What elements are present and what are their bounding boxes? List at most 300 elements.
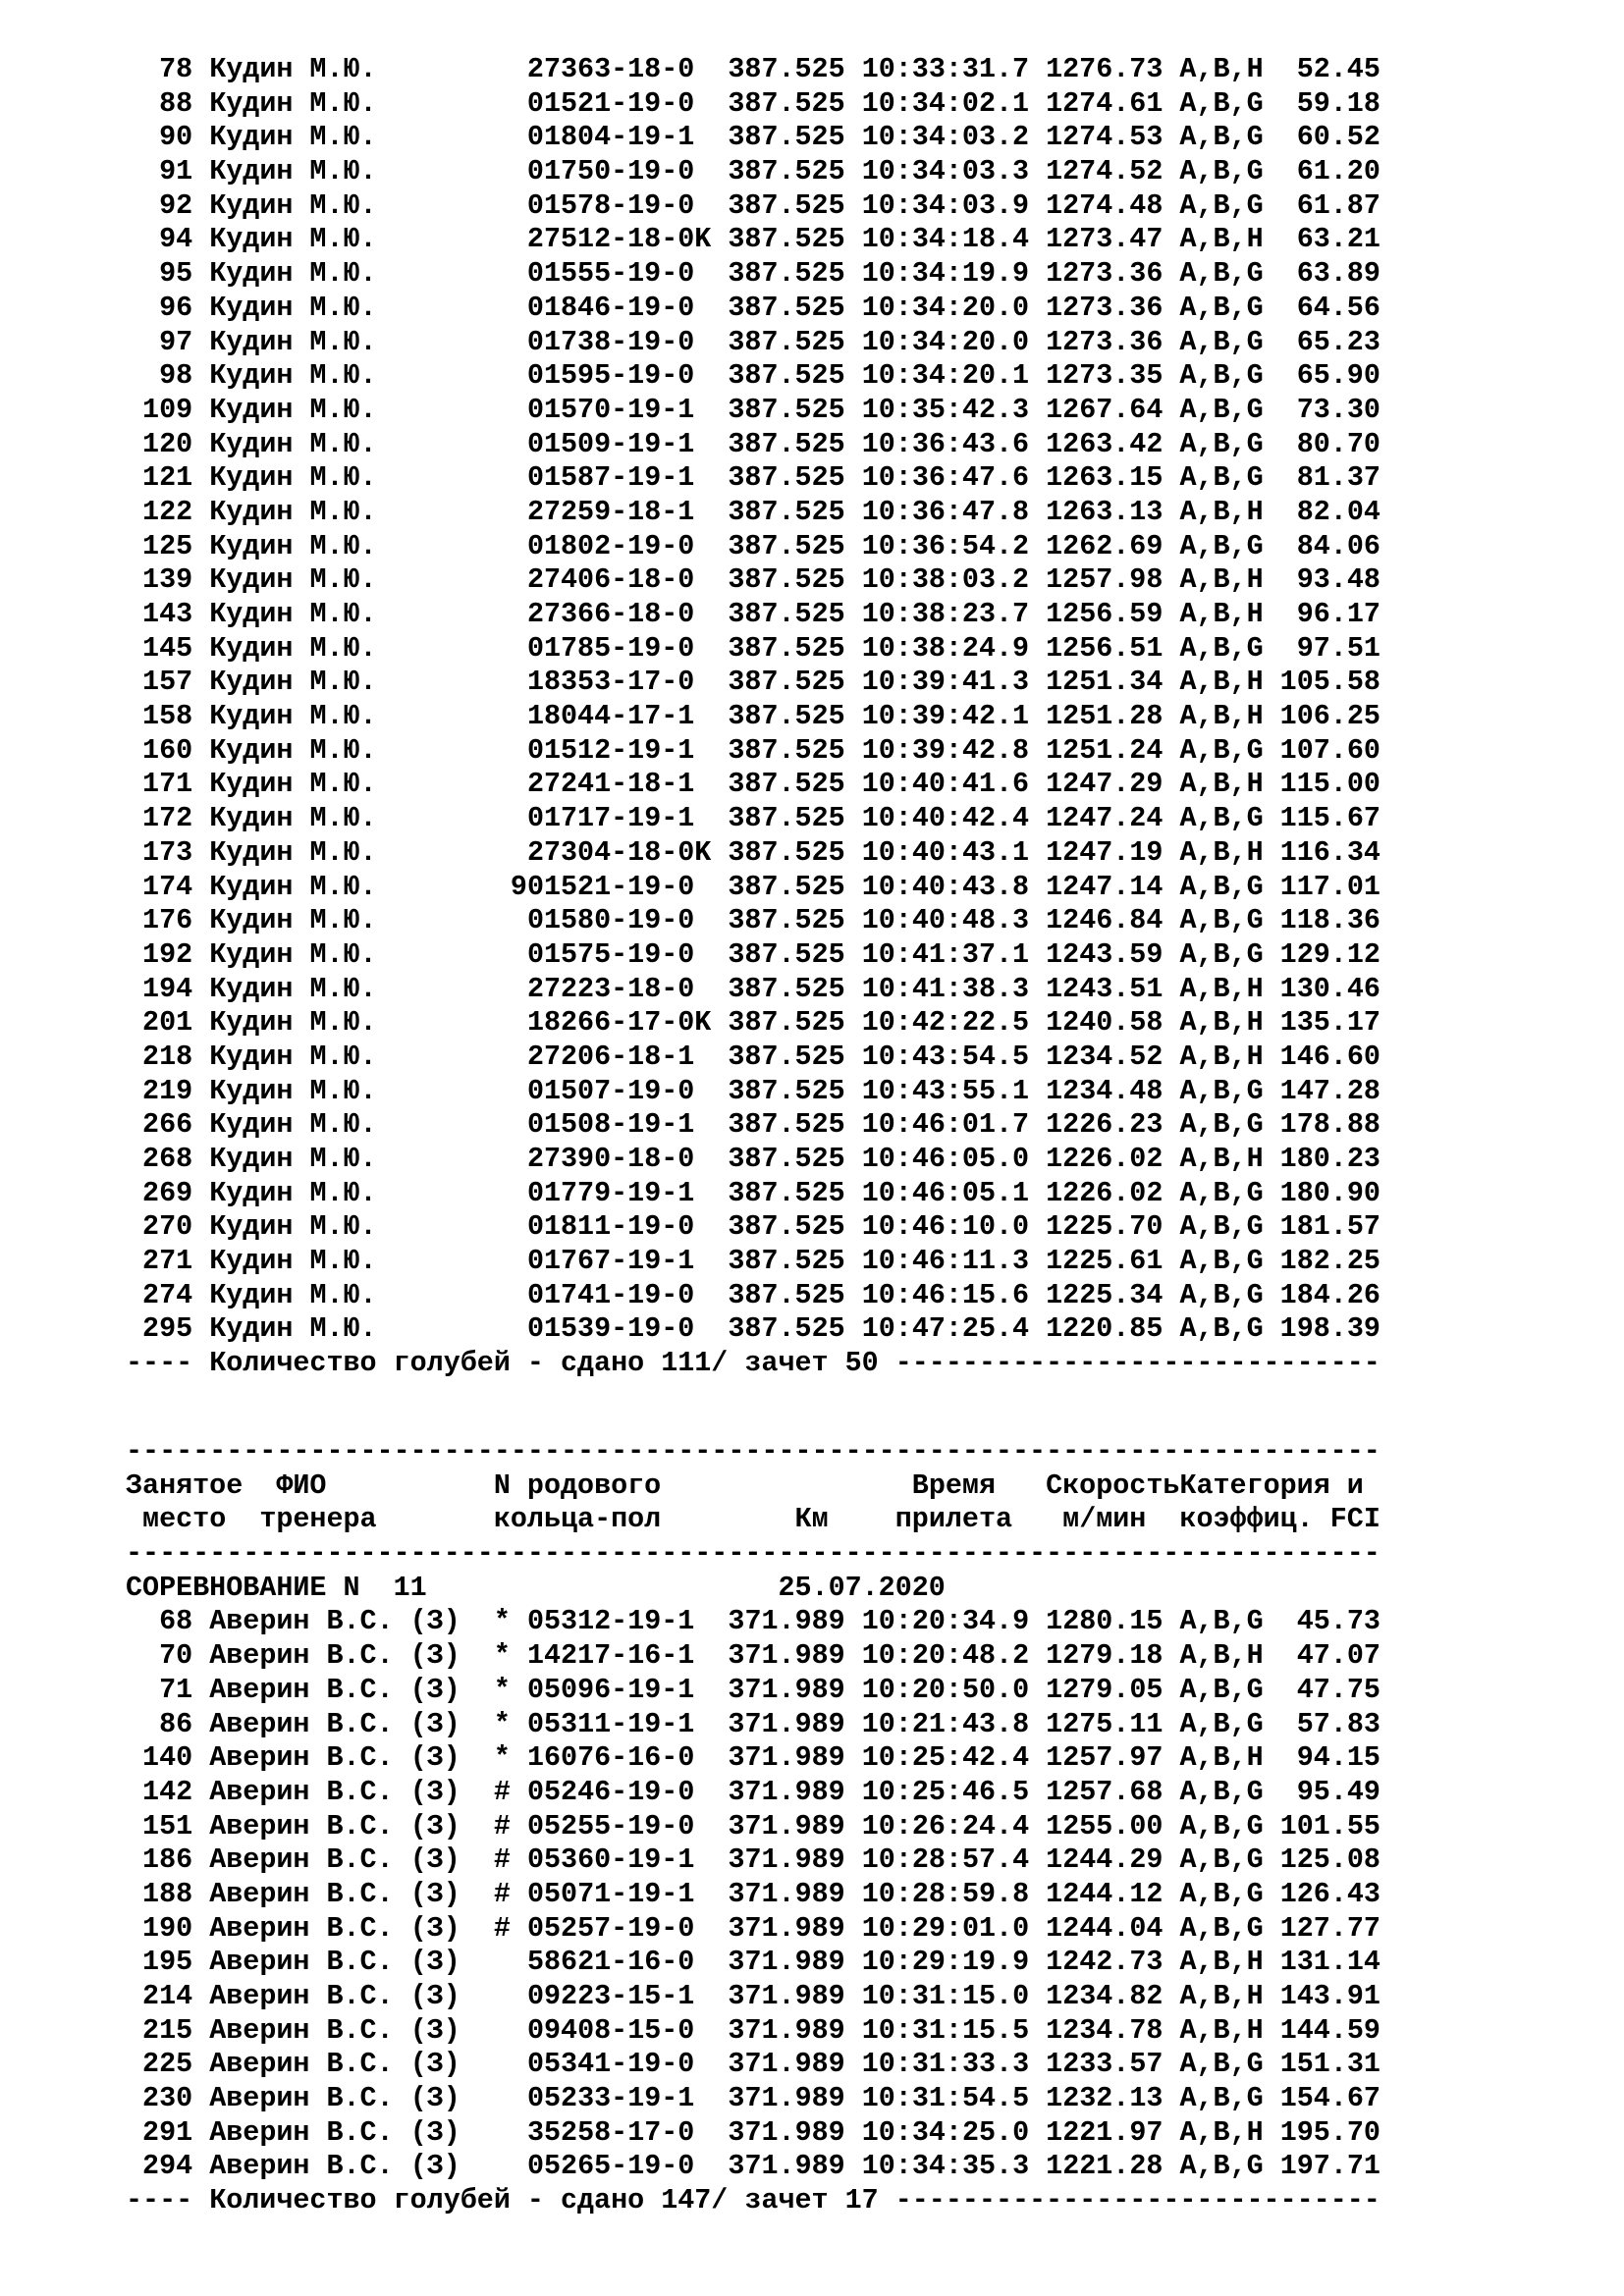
table-row xyxy=(126,700,1380,734)
coefficient-cell: 61.20 xyxy=(1296,155,1380,188)
place-cell: 140 xyxy=(142,1741,193,1775)
trainer-name-cell: Аверин В.С. xyxy=(209,2013,394,2047)
distance-cell: 387.525 xyxy=(728,427,845,460)
ring-cell: 58621-16-0 xyxy=(526,1946,695,1979)
coefficient-cell: 118.36 xyxy=(1279,904,1380,937)
trainer-name-cell: Кудин М.Ю. xyxy=(209,1143,377,1175)
distance-cell: 387.525 xyxy=(728,1143,845,1175)
trainer-name-cell: Кудин М.Ю. xyxy=(209,495,377,528)
distance-cell: 387.525 xyxy=(728,598,845,630)
mark-cell: # xyxy=(493,1911,511,1945)
ring-cell: 09223-15-1 xyxy=(526,1980,695,2012)
table-row xyxy=(126,223,1380,257)
speed-cell: 1273.47 xyxy=(1046,223,1164,256)
arrival-time-cell: 10:29:01.0 xyxy=(861,1911,1030,1945)
category-cell: A,B,G xyxy=(1179,1176,1264,1209)
category-cell: A,B,G xyxy=(1179,802,1264,835)
table-row xyxy=(126,1912,1380,1947)
category-cell: A,B,G xyxy=(1179,1210,1264,1244)
ring-cell: 01570-19-1 xyxy=(526,393,695,426)
trainer-name-cell: Кудин М.Ю. xyxy=(209,188,377,222)
distance-cell: 387.525 xyxy=(728,393,845,426)
arrival-time-cell: 10:34:03.2 xyxy=(861,121,1030,154)
speed-cell: 1279.05 xyxy=(1046,1673,1164,1706)
table-row xyxy=(126,257,1380,292)
divider: --------------------------------------------------------------------------- xyxy=(126,1435,1380,1468)
place-cell: 90 xyxy=(159,121,193,154)
category-cell: A,B,G xyxy=(1179,86,1264,120)
category-cell: A,B,G xyxy=(1179,188,1264,222)
place-cell: 122 xyxy=(142,495,193,528)
arrival-time-cell: 10:46:01.7 xyxy=(861,1108,1030,1142)
speed-cell: 1247.24 xyxy=(1046,802,1164,835)
trainer-name-cell: Кудин М.Ю. xyxy=(209,86,377,120)
distance-cell: 387.525 xyxy=(728,972,845,1005)
trainer-name-cell: Кудин М.Ю. xyxy=(209,598,377,630)
place-cell: 88 xyxy=(159,86,193,120)
arrival-time-cell: 10:43:54.5 xyxy=(861,1040,1030,1073)
arrival-time-cell: 10:47:25.4 xyxy=(861,1312,1030,1346)
coefficient-cell: 198.39 xyxy=(1279,1312,1380,1346)
ring-cell: 01587-19-1 xyxy=(526,461,695,495)
trainer-name-cell: Кудин М.Ю. xyxy=(209,53,377,85)
ring-cell: 01509-19-1 xyxy=(526,427,695,460)
table-row xyxy=(126,563,1380,598)
ring-cell: 901521-19-0 xyxy=(510,870,695,903)
region-cell: (З) xyxy=(409,1741,460,1775)
distance-cell: 387.525 xyxy=(728,461,845,495)
speed-cell: 1243.59 xyxy=(1046,937,1164,971)
table-row xyxy=(126,1843,1380,1878)
table-row xyxy=(126,1143,1380,1177)
category-cell: A,B,G xyxy=(1179,1605,1264,1638)
distance-cell: 387.525 xyxy=(728,529,845,562)
table-row xyxy=(126,2116,1380,2151)
place-cell: 92 xyxy=(159,188,193,222)
place-cell: 192 xyxy=(142,937,193,971)
distance-cell: 387.525 xyxy=(728,121,845,154)
coefficient-cell: 146.60 xyxy=(1279,1040,1380,1073)
ring-cell: 05233-19-1 xyxy=(526,2082,695,2115)
ring-cell: 01741-19-0 xyxy=(526,1278,695,1311)
ring-cell: 01779-19-1 xyxy=(526,1176,695,1209)
arrival-time-cell: 10:31:33.3 xyxy=(861,2048,1030,2081)
table-row xyxy=(126,1776,1380,1810)
table-row xyxy=(126,87,1380,122)
distance-cell: 371.989 xyxy=(728,1946,845,1979)
distance-cell: 387.525 xyxy=(728,937,845,971)
region-cell: (З) xyxy=(409,1843,460,1877)
category-cell: A,B,G xyxy=(1179,427,1264,460)
category-cell: A,B,G xyxy=(1179,257,1264,291)
category-cell: A,B,H xyxy=(1179,1741,1264,1775)
speed-cell: 1221.97 xyxy=(1046,2115,1164,2149)
coefficient-cell: 65.90 xyxy=(1296,359,1380,393)
ring-cell: 01802-19-0 xyxy=(526,529,695,562)
speed-cell: 1240.58 xyxy=(1046,1006,1164,1040)
distance-cell: 387.525 xyxy=(728,1176,845,1209)
distance-cell: 371.989 xyxy=(728,2150,845,2183)
table-row xyxy=(126,2014,1380,2049)
arrival-time-cell: 10:46:10.0 xyxy=(861,1210,1030,1244)
ring-cell: 14217-16-1 xyxy=(526,1639,695,1673)
mark-cell: * xyxy=(493,1673,511,1706)
trainer-name-cell: Кудин М.Ю. xyxy=(209,291,377,324)
mark-cell: # xyxy=(493,1843,511,1877)
table-row xyxy=(126,802,1380,836)
distance-cell: 371.989 xyxy=(728,2048,845,2081)
speed-cell: 1232.13 xyxy=(1046,2082,1164,2115)
arrival-time-cell: 10:36:47.8 xyxy=(861,495,1030,528)
place-cell: 78 xyxy=(159,53,193,85)
ring-cell: 01595-19-0 xyxy=(526,359,695,393)
distance-cell: 387.525 xyxy=(728,188,845,222)
place-cell: 158 xyxy=(142,700,193,733)
ring-cell: 27241-18-1 xyxy=(526,768,695,801)
category-cell: A,B,G xyxy=(1179,631,1264,665)
header-trainer: ФИО xyxy=(276,1468,327,1502)
table-row xyxy=(126,598,1380,632)
speed-cell: 1275.11 xyxy=(1046,1707,1164,1740)
trainer-name-cell: Кудин М.Ю. xyxy=(209,733,377,767)
coefficient-cell: 180.23 xyxy=(1279,1143,1380,1175)
trainer-name-cell: Аверин В.С. xyxy=(209,1639,394,1673)
coefficient-cell: 184.26 xyxy=(1279,1278,1380,1311)
distance-cell: 387.525 xyxy=(728,870,845,903)
speed-cell: 1234.78 xyxy=(1046,2013,1164,2047)
trainer-name-cell: Кудин М.Ю. xyxy=(209,835,377,869)
category-cell: A,B,H xyxy=(1179,1980,1264,2012)
category-cell: A,B,G xyxy=(1179,1911,1264,1945)
coefficient-cell: 94.15 xyxy=(1296,1741,1380,1775)
category-cell: A,B,G xyxy=(1179,1775,1264,1808)
trainer-name-cell: Кудин М.Ю. xyxy=(209,631,377,665)
trainer-name-cell: Кудин М.Ю. xyxy=(209,563,377,597)
arrival-time-cell: 10:34:19.9 xyxy=(861,257,1030,291)
arrival-time-cell: 10:40:48.3 xyxy=(861,904,1030,937)
place-cell: 71 xyxy=(159,1673,193,1706)
place-cell: 274 xyxy=(142,1278,193,1311)
distance-cell: 371.989 xyxy=(728,1877,845,1910)
coefficient-cell: 126.43 xyxy=(1279,1877,1380,1910)
ring-cell: 01846-19-0 xyxy=(526,291,695,324)
category-cell: A,B,G xyxy=(1179,1312,1264,1346)
place-cell: 190 xyxy=(142,1911,193,1945)
distance-cell: 371.989 xyxy=(728,1605,845,1638)
header-row xyxy=(126,1503,1380,1537)
distance-cell: 387.525 xyxy=(728,1074,845,1107)
speed-cell: 1246.84 xyxy=(1046,904,1164,937)
trainer-name-cell: Кудин М.Ю. xyxy=(209,1278,377,1311)
coefficient-cell: 178.88 xyxy=(1279,1108,1380,1142)
place-cell: 173 xyxy=(142,835,193,869)
place-cell: 269 xyxy=(142,1176,193,1209)
ring-cell: 05246-19-0 xyxy=(526,1775,695,1808)
trainer-name-cell: Кудин М.Ю. xyxy=(209,359,377,393)
coefficient-cell: 131.14 xyxy=(1279,1946,1380,1979)
distance-cell: 387.525 xyxy=(728,631,845,665)
table-row xyxy=(126,836,1380,871)
category-cell: A,B,G xyxy=(1179,733,1264,767)
arrival-time-cell: 10:36:54.2 xyxy=(861,529,1030,562)
header-speed: м/мин xyxy=(1062,1503,1147,1536)
ring-cell: 01717-19-1 xyxy=(526,802,695,835)
category-cell: A,B,G xyxy=(1179,121,1264,154)
speed-cell: 1263.15 xyxy=(1046,461,1164,495)
arrival-time-cell: 10:38:23.7 xyxy=(861,598,1030,630)
table-row xyxy=(126,1878,1380,1912)
coefficient-cell: 151.31 xyxy=(1279,2048,1380,2081)
trainer-name-cell: Кудин М.Ю. xyxy=(209,870,377,903)
speed-cell: 1242.73 xyxy=(1046,1946,1164,1979)
competition-date: 25.07.2020 xyxy=(778,1571,946,1604)
arrival-time-cell: 10:29:19.9 xyxy=(861,1946,1030,1979)
place-cell: 225 xyxy=(142,2048,193,2081)
speed-cell: 1234.48 xyxy=(1046,1074,1164,1107)
ring-cell: 01767-19-1 xyxy=(526,1245,695,1278)
table-row xyxy=(126,904,1380,938)
ring-cell: 01580-19-0 xyxy=(526,904,695,937)
ring-cell: 18353-17-0 xyxy=(526,666,695,699)
speed-cell: 1257.97 xyxy=(1046,1741,1164,1775)
arrival-time-cell: 10:21:43.8 xyxy=(861,1707,1030,1740)
region-cell: (З) xyxy=(409,1809,460,1842)
place-cell: 271 xyxy=(142,1245,193,1278)
arrival-time-cell: 10:38:03.2 xyxy=(861,563,1030,597)
header-speed: Скорость xyxy=(1046,1468,1180,1502)
speed-cell: 1225.34 xyxy=(1046,1278,1164,1311)
ring-cell: 01507-19-0 xyxy=(526,1074,695,1107)
coefficient-cell: 97.51 xyxy=(1296,631,1380,665)
place-cell: 160 xyxy=(142,733,193,767)
category-cell: A,B,G xyxy=(1179,1278,1264,1311)
distance-cell: 387.525 xyxy=(728,802,845,835)
distance-cell: 387.525 xyxy=(728,1108,845,1142)
category-cell: A,B,G xyxy=(1179,393,1264,426)
category-cell: A,B,G xyxy=(1179,1673,1264,1706)
trainer-name-cell: Кудин М.Ю. xyxy=(209,1040,377,1073)
ring-cell: 01512-19-1 xyxy=(526,733,695,767)
category-cell: A,B,H xyxy=(1179,2115,1264,2149)
arrival-time-cell: 10:40:43.1 xyxy=(861,835,1030,869)
arrival-time-cell: 10:36:43.6 xyxy=(861,427,1030,460)
place-cell: 91 xyxy=(159,155,193,188)
trainer-name-cell: Кудин М.Ю. xyxy=(209,904,377,937)
speed-cell: 1256.51 xyxy=(1046,631,1164,665)
table-row xyxy=(126,2048,1380,2082)
region-cell: (З) xyxy=(409,2013,460,2047)
place-cell: 291 xyxy=(142,2115,193,2149)
trainer-name-cell: Аверин В.С. xyxy=(209,1843,394,1877)
speed-cell: 1221.28 xyxy=(1046,2150,1164,2183)
arrival-time-cell: 10:28:57.4 xyxy=(861,1843,1030,1877)
ring-cell: 05360-19-1 xyxy=(526,1843,695,1877)
region-cell: (З) xyxy=(409,2082,460,2115)
speed-cell: 1234.52 xyxy=(1046,1040,1164,1073)
trainer-name-cell: Кудин М.Ю. xyxy=(209,1245,377,1278)
arrival-time-cell: 10:46:05.0 xyxy=(861,1143,1030,1175)
ring-cell: 27512-18-0K xyxy=(526,223,712,256)
coefficient-cell: 80.70 xyxy=(1296,427,1380,460)
arrival-time-cell: 10:42:22.5 xyxy=(861,1006,1030,1040)
category-cell: A,B,G xyxy=(1179,359,1264,393)
category-cell: A,B,H xyxy=(1179,1006,1264,1040)
place-cell: 97 xyxy=(159,325,193,358)
coefficient-cell: 57.83 xyxy=(1296,1707,1380,1740)
mark-cell: * xyxy=(493,1707,511,1740)
category-cell: A,B,G xyxy=(1179,2150,1264,2183)
place-cell: 294 xyxy=(142,2150,193,2183)
place-cell: 145 xyxy=(142,631,193,665)
speed-cell: 1274.52 xyxy=(1046,155,1164,188)
header-row xyxy=(126,1469,1380,1504)
ring-cell: 01738-19-0 xyxy=(526,325,695,358)
coefficient-cell: 45.73 xyxy=(1296,1605,1380,1638)
coefficient-cell: 154.67 xyxy=(1279,2082,1380,2115)
coefficient-cell: 81.37 xyxy=(1296,461,1380,495)
arrival-time-cell: 10:39:42.8 xyxy=(861,733,1030,767)
trainer-name-cell: Кудин М.Ю. xyxy=(209,1074,377,1107)
arrival-time-cell: 10:34:20.0 xyxy=(861,325,1030,358)
place-cell: 109 xyxy=(142,393,193,426)
distance-cell: 371.989 xyxy=(728,2115,845,2149)
distance-cell: 387.525 xyxy=(728,86,845,120)
arrival-time-cell: 10:31:15.0 xyxy=(861,1980,1030,2012)
coefficient-cell: 105.58 xyxy=(1279,666,1380,699)
table-row xyxy=(126,1075,1380,1109)
place-cell: 96 xyxy=(159,291,193,324)
ring-cell: 35258-17-0 xyxy=(526,2115,695,2149)
ring-cell: 01555-19-0 xyxy=(526,257,695,291)
distance-cell: 371.989 xyxy=(728,1639,845,1673)
category-cell: A,B,G xyxy=(1179,1245,1264,1278)
table-row xyxy=(126,530,1380,564)
header-ring: N родового xyxy=(493,1468,662,1502)
speed-cell: 1251.24 xyxy=(1046,733,1164,767)
trainer-name-cell: Кудин М.Ю. xyxy=(209,666,377,699)
trainer-name-cell: Аверин В.С. xyxy=(209,1980,394,2012)
distance-cell: 371.989 xyxy=(728,1809,845,1842)
ring-cell: 27406-18-0 xyxy=(526,563,695,597)
coefficient-cell: 73.30 xyxy=(1296,393,1380,426)
table-row xyxy=(126,121,1380,155)
summary-line xyxy=(126,2184,1380,2218)
table-row xyxy=(126,1108,1380,1143)
place-cell: 70 xyxy=(159,1639,193,1673)
ring-cell: 01785-19-0 xyxy=(526,631,695,665)
header-place: место xyxy=(142,1503,227,1536)
table-row xyxy=(126,1946,1380,1980)
trainer-name-cell: Аверин В.С. xyxy=(209,2048,394,2081)
distance-cell: 387.525 xyxy=(728,1210,845,1244)
category-cell: A,B,G xyxy=(1179,1108,1264,1142)
trainer-name-cell: Кудин М.Ю. xyxy=(209,1006,377,1040)
place-cell: 219 xyxy=(142,1074,193,1107)
region-cell: (З) xyxy=(409,1673,460,1706)
arrival-time-cell: 10:31:54.5 xyxy=(861,2082,1030,2115)
summary-rule-left: ---- xyxy=(126,2184,210,2217)
coefficient-cell: 125.08 xyxy=(1279,1843,1380,1877)
place-cell: 172 xyxy=(142,802,193,835)
trainer-name-cell: Кудин М.Ю. xyxy=(209,1312,377,1346)
region-cell: (З) xyxy=(409,1980,460,2012)
header-category: Категория и xyxy=(1179,1468,1364,1502)
table-row xyxy=(126,53,1380,87)
coefficient-cell: 47.75 xyxy=(1296,1673,1380,1706)
distance-cell: 387.525 xyxy=(728,700,845,733)
trainer-name-cell: Кудин М.Ю. xyxy=(209,972,377,1005)
distance-cell: 387.525 xyxy=(728,53,845,85)
category-cell: A,B,G xyxy=(1179,325,1264,358)
place-cell: 171 xyxy=(142,768,193,801)
coefficient-cell: 59.18 xyxy=(1296,86,1380,120)
category-cell: A,B,G xyxy=(1179,155,1264,188)
arrival-time-cell: 10:38:24.9 xyxy=(861,631,1030,665)
ring-cell: 27259-18-1 xyxy=(526,495,695,528)
arrival-time-cell: 10:34:25.0 xyxy=(861,2115,1030,2149)
coefficient-cell: 47.07 xyxy=(1296,1639,1380,1673)
place-cell: 86 xyxy=(159,1707,193,1740)
header-category: коэффиц. FCI xyxy=(1179,1503,1380,1536)
coefficient-cell: 93.48 xyxy=(1296,563,1380,597)
category-cell: A,B,H xyxy=(1179,2013,1264,2047)
ring-cell: 01750-19-0 xyxy=(526,155,695,188)
ring-cell: 01811-19-0 xyxy=(526,1210,695,1244)
coefficient-cell: 82.04 xyxy=(1296,495,1380,528)
place-cell: 266 xyxy=(142,1108,193,1142)
speed-cell: 1276.73 xyxy=(1046,53,1164,85)
category-cell: A,B,H xyxy=(1179,1040,1264,1073)
category-cell: A,B,G xyxy=(1179,291,1264,324)
arrival-time-cell: 10:25:46.5 xyxy=(861,1775,1030,1808)
trainer-name-cell: Аверин В.С. xyxy=(209,2082,394,2115)
ring-cell: 05255-19-0 xyxy=(526,1809,695,1842)
table-row xyxy=(126,938,1380,973)
place-cell: 142 xyxy=(142,1775,193,1808)
speed-cell: 1273.36 xyxy=(1046,257,1164,291)
table-row xyxy=(126,1605,1380,1639)
ring-cell: 01804-19-1 xyxy=(526,121,695,154)
table-row xyxy=(126,1006,1380,1041)
speed-cell: 1273.36 xyxy=(1046,325,1164,358)
place-cell: 218 xyxy=(142,1040,193,1073)
arrival-time-cell: 10:46:11.3 xyxy=(861,1245,1030,1278)
mark-cell: # xyxy=(493,1809,511,1842)
table-row xyxy=(126,1741,1380,1776)
speed-cell: 1244.12 xyxy=(1046,1877,1164,1910)
category-cell: A,B,H xyxy=(1179,1639,1264,1673)
table-row xyxy=(126,461,1380,496)
coefficient-cell: 181.57 xyxy=(1279,1210,1380,1244)
ring-cell: 27366-18-0 xyxy=(526,598,695,630)
coefficient-cell: 63.21 xyxy=(1296,223,1380,256)
arrival-time-cell: 10:39:41.3 xyxy=(861,666,1030,699)
category-cell: A,B,G xyxy=(1179,1074,1264,1107)
ring-cell: 05096-19-1 xyxy=(526,1673,695,1706)
summary-rule-left: ---- xyxy=(126,1347,210,1380)
summary-line xyxy=(126,1347,1380,1381)
category-cell: A,B,H xyxy=(1179,1143,1264,1175)
speed-cell: 1274.48 xyxy=(1046,188,1164,222)
trainer-name-cell: Кудин М.Ю. xyxy=(209,121,377,154)
arrival-time-cell: 10:41:38.3 xyxy=(861,972,1030,1005)
category-cell: A,B,H xyxy=(1179,1946,1264,1979)
distance-cell: 387.525 xyxy=(728,1245,845,1278)
speed-cell: 1244.29 xyxy=(1046,1843,1164,1877)
speed-cell: 1234.82 xyxy=(1046,1980,1164,2012)
mark-cell: # xyxy=(493,1877,511,1910)
trainer-name-cell: Кудин М.Ю. xyxy=(209,393,377,426)
